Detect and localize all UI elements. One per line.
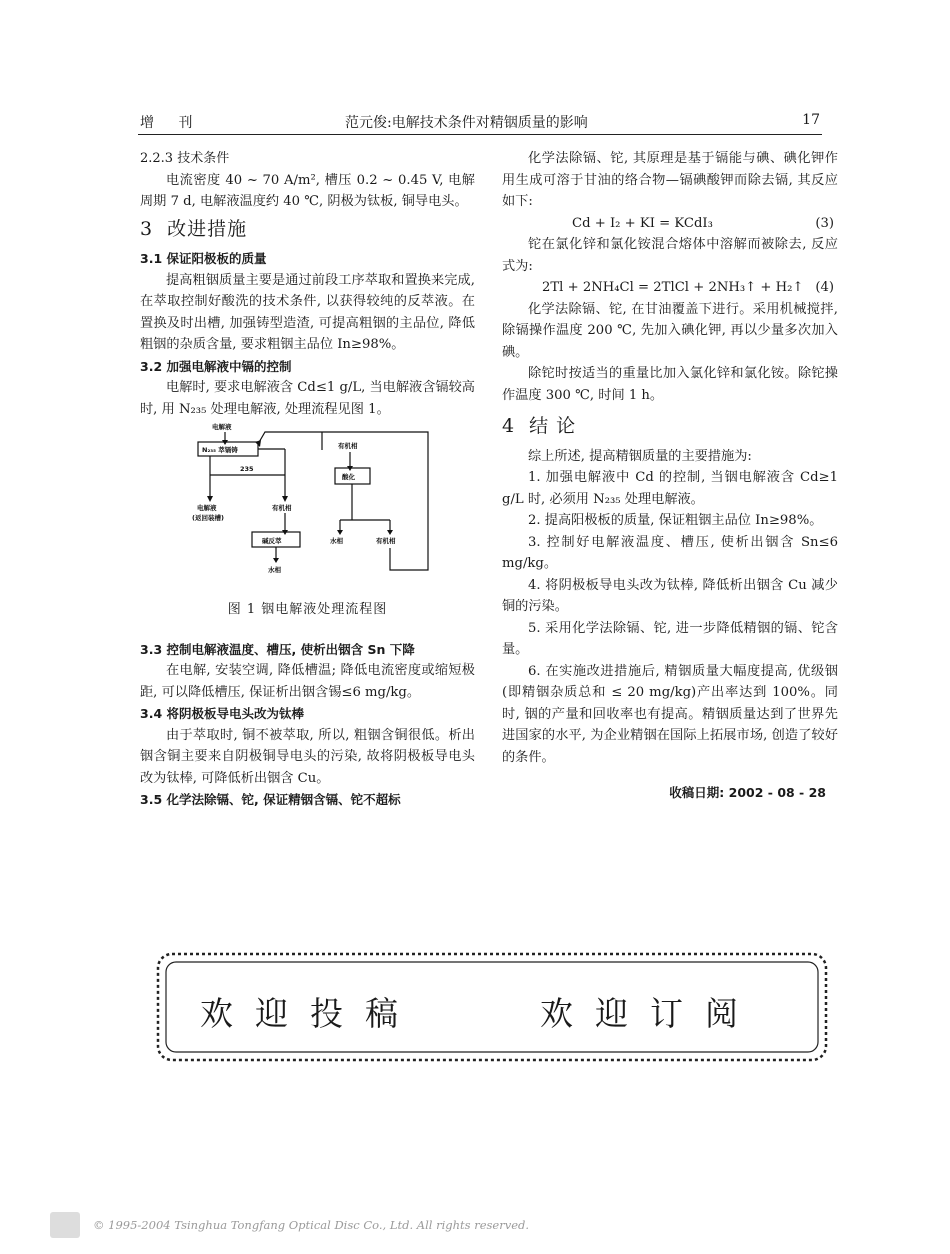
right-column — [502, 148, 838, 804]
figure-1-flowchart — [140, 420, 475, 595]
conclusion-item-3: 3. 控制好电解液温度、槽压, 使析出铟含 Sn≤6 mg/kg。 — [502, 534, 838, 571]
equation-3-number: (3) — [815, 215, 834, 231]
banner-submissions-welcome: 欢迎投稿 — [200, 994, 420, 1033]
section-3-1-body: 提高粗铟质量主要是通过前段工序萃取和置换来完成, 在萃取控制好酸洗的技术条件, 以获得较纯的反萃液。在置换及时出槽, 加强铸型造渣, 可提高粗铟的主品位, 降低粗铟的杂质含量, 要求粗铟主品位 In≥98%。 — [140, 272, 475, 352]
flow-label-organic-3: 有机相 — [376, 537, 396, 545]
section-4-title: 结 论 — [529, 415, 577, 437]
chem-removal-principle: 化学法除镉、铊, 其原理是基于镉能与碘、碘化钾作用生成可溶于甘油的络合物—镉碘酸钾而除去镉, 其反应如下: — [502, 151, 838, 209]
equation-3-text: Cd + I₂ + KI = KCdI₃ — [572, 215, 713, 231]
conclusion-item-2: 2. 提高阳极板的质量, 保证粗铟主品位 In≥98%。 — [528, 513, 823, 528]
conclusion-item-1: 1. 加强电解液中 Cd 的控制, 当铟电解液含 Cd≥1 g/L 时, 必须用 N₂₃₅ 处理电解液。 — [502, 470, 838, 507]
section-3-number: 3 — [140, 217, 154, 240]
conclusion-item-5: 5. 采用化学法除镉、铊, 进一步降低精铟的镉、铊含量。 — [502, 620, 838, 657]
flow-label-organic-2: 有机相 — [272, 504, 292, 512]
flow-label-235: 235 — [240, 465, 254, 473]
page-number: 17 — [802, 112, 820, 128]
thallium-removal-text: 铊在氯化锌和氯化铵混合熔体中溶解而被除去, 反应式为: — [502, 237, 838, 274]
left-column — [140, 148, 475, 811]
section-4-number: 4 — [502, 415, 516, 437]
banner-subscriptions-welcome: 欢迎订阅 — [540, 994, 760, 1033]
flow-label-top: 电解液 — [212, 423, 232, 431]
header-title: 范元俊:电解技术条件对精铟质量的影响 — [345, 115, 588, 131]
copyright-text: © 1995-2004 Tsinghua Tongfang Optical Disc Co., Ltd. All rights reserved. — [93, 1218, 530, 1232]
section-2-2-3-title: 2.2.3 技术条件 — [140, 151, 230, 166]
flow-label-organic-1: 有机相 — [338, 442, 358, 450]
conclusion-intro: 综上所述, 提高精铟质量的主要措施为: — [528, 448, 752, 464]
section-3-1-title: 3.1 保证阳极板的质量 — [140, 251, 267, 266]
running-header — [140, 112, 820, 134]
received-date: 收稿日期: 2002 - 08 - 28 — [669, 785, 826, 800]
header-issue: 增 刊 — [140, 115, 203, 131]
thallium-removal-procedure: 除铊时按适当的重量比加入氯化锌和氯化铵。除铊操作温度 300 ℃, 时间 1 h。 — [502, 366, 838, 403]
section-3-2-title: 3.2 加强电解液中镉的控制 — [140, 358, 292, 374]
section-3-title: 改进措施 — [167, 217, 248, 240]
conclusion-item-4: 4. 将阴极板导电头改为钛棒, 降低析出铟含 Cu 减少铜的污染。 — [502, 577, 838, 614]
equation-4-number: (4) — [815, 280, 834, 295]
section-4-heading — [502, 416, 838, 438]
section-3-5-title: 3.5 化学法除镉、铊, 保证精铟含镉、铊不超标 — [140, 792, 401, 807]
figure-1-caption: 图 1 铟电解液处理流程图 — [227, 602, 388, 617]
copyright-footer — [50, 1212, 910, 1240]
flow-label-water-1: 水相 — [330, 537, 343, 545]
equation-4 — [502, 277, 838, 299]
flow-label-back-extraction: 碱反萃 — [262, 537, 282, 545]
promo-banner — [152, 948, 832, 1066]
flow-label-acid: 酸化 — [342, 473, 355, 481]
header-rule — [138, 134, 822, 135]
section-3-heading — [140, 219, 475, 241]
section-3-3-body: 在电解, 安装空调, 降低槽温; 降低电流密度或缩短极距, 可以降低槽压, 保证析出铟含锡≤6 mg/kg。 — [140, 663, 475, 700]
flow-label-n235: N₂₃₅ 萃镉铸 — [202, 446, 238, 454]
cadmium-removal-procedure: 化学法除镉、铊, 在甘油覆盖下进行。采用机械搅拌, 除镉操作温度 200 ℃, 先加入碘化钾, 再以少量多次加入碘。 — [502, 301, 838, 360]
equation-3 — [502, 213, 838, 235]
section-2-2-3-body: 电流密度 40 ~ 70 A/m², 槽压 0.2 ~ 0.45 V, 电解周期 7 d, 电解液温度约 40 ℃, 阴极为钛板, 铜导电头。 — [140, 172, 475, 209]
section-3-4-body: 由于萃取时, 铜不被萃取, 所以, 粗铟含铜很低。析出铟含铜主要来自阴极铜导电头的污染, 故将阴极板导电头改为钛棒, 可降低析出铟含 Cu。 — [140, 727, 475, 786]
equation-4-text: 2Tl + 2NH₄Cl = 2TlCl + 2NH₃↑ + H₂↑ — [542, 280, 804, 295]
flow-label-return: (返回装槽) — [192, 514, 224, 522]
section-3-4-title: 3.4 将阴极板导电头改为钛棒 — [140, 706, 304, 721]
section-3-3-title: 3.3 控制电解液温度、槽压, 使析出铟含 Sn 下降 — [140, 641, 415, 657]
section-3-2-body: 电解时, 要求电解液含 Cd≤1 g/L, 当电解液含镉较高时, 用 N₂₃₅ 处理电解液, 处理流程见图 1。 — [140, 380, 475, 417]
flow-label-water-2: 水相 — [268, 566, 281, 574]
conclusion-item-6: 6. 在实施改进措施后, 精铟质量大幅度提高, 优级铟(即精铟杂质总和 ≤ 20 mg/kg)产出率达到 100%。同时, 铟的产量和回收率也有提高。精铟质量达到了世界先进国家的水平, 为企业精铟在国际上拓展市场, 创造了较好的条件。 — [502, 663, 838, 765]
flow-label-electrolyte: 电解液 — [197, 504, 217, 512]
publisher-logo-icon — [50, 1212, 80, 1238]
